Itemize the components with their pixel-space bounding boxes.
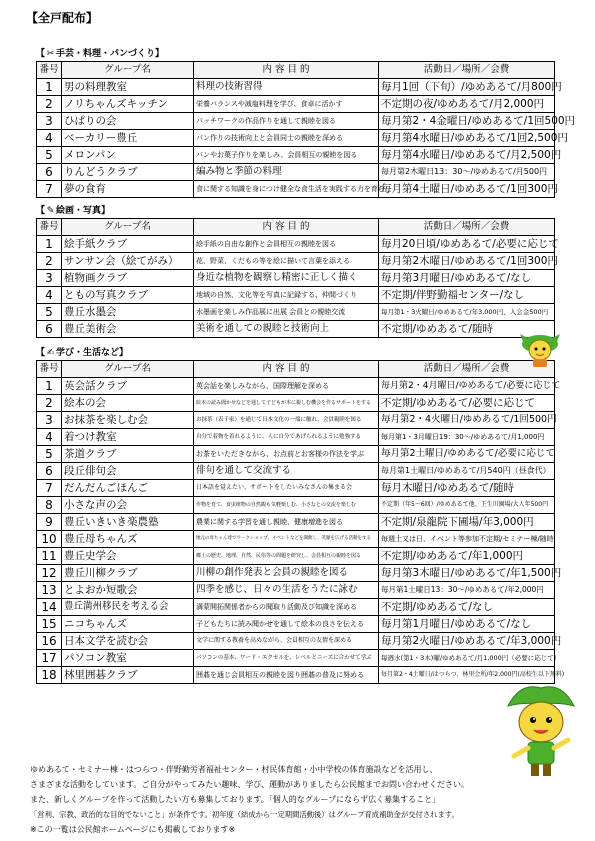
- row-number: 1: [37, 378, 62, 395]
- table-row: [37, 253, 555, 270]
- row-number: 10: [37, 531, 62, 548]
- group-schedule: 不定期/伴野勤福センター/なし: [379, 287, 555, 304]
- group-purpose: 作物を育て、食虫植物の自然観も気軽楽しむ、小さなとの交流を楽しむ: [194, 497, 379, 514]
- group-schedule: 毎月第3月曜日/ゆめあるて/なし: [379, 270, 555, 287]
- group-purpose: 子どもたちに読み聞かせを通して絵本の良さを伝える: [194, 616, 379, 633]
- table-row: [37, 236, 555, 253]
- group-name: 日本文学を読む会: [62, 633, 194, 650]
- row-number: 7: [37, 181, 62, 198]
- table-row: [37, 270, 555, 287]
- table-row: [37, 633, 555, 650]
- group-purpose: 編み物と季節の料理: [194, 164, 379, 181]
- row-number: 1: [37, 79, 62, 96]
- row-number: 1: [37, 236, 62, 253]
- header-no: 番号: [37, 62, 62, 79]
- group-name: メロンパン: [62, 147, 194, 164]
- table-header-row: [37, 219, 555, 236]
- header-no: 番号: [37, 219, 62, 236]
- table-row: [37, 113, 555, 130]
- table-row: [37, 412, 555, 429]
- group-purpose: パンやお菓子作りを楽しみ、会員相互の親睦を図る: [194, 147, 379, 164]
- group-name: 英会話クラブ: [62, 378, 194, 395]
- group-purpose: 美術を通しての親睦と技術向上: [194, 321, 379, 338]
- table-row: [37, 429, 555, 446]
- header-schedule: 活動日／場所／会費: [379, 62, 555, 79]
- group-name: 豊丘母ちゃんズ: [62, 531, 194, 548]
- section-handicraft: [36, 48, 576, 198]
- group-name: 小さな声の会: [62, 497, 194, 514]
- group-name: 絵本の会: [62, 395, 194, 412]
- group-schedule: 不定期/ゆめあるて/必要に応じて: [379, 395, 555, 412]
- row-number: 6: [37, 463, 62, 480]
- group-purpose: パッチワークの作品作りを通して親睦を図る: [194, 113, 379, 130]
- row-number: 4: [37, 429, 62, 446]
- group-table: [36, 360, 565, 684]
- group-name: お抹茶を楽しむ会: [62, 412, 194, 429]
- group-name: 絵手紙クラブ: [62, 236, 194, 253]
- row-number: 4: [37, 130, 62, 147]
- row-number: 2: [37, 395, 62, 412]
- group-purpose: 農業に関する学習を通し親睦、健康増進を図る: [194, 514, 379, 531]
- group-schedule: 不定期/ゆめあるて/随時: [379, 321, 555, 338]
- group-schedule: 毎月第2・4金曜日/ゆめあるて/1回500円: [379, 113, 555, 130]
- table-row: [37, 616, 555, 633]
- table-row: [37, 96, 555, 113]
- group-schedule: 不定期（年5～6回）/ゆめあるて他、王生川園場/大人年500円: [379, 497, 555, 514]
- section-art-photo: [36, 205, 559, 338]
- group-schedule: 毎月第1・3火曜日/ゆめあるて/年3,000円、入会金500円: [379, 304, 555, 321]
- group-purpose: 地元の母ちゃん達でワークショップ、イベントなどを開催し、笑顔を広げる活動をする: [194, 531, 379, 548]
- group-purpose: 絵本の読み聞かせなどを通して子どもが本に親しむ機会を作るサポートをする: [194, 395, 379, 412]
- group-name: だんだんごほんご: [62, 480, 194, 497]
- group-name: 豊丘いきいき楽農塾: [62, 514, 194, 531]
- group-schedule: 毎月第2火曜日/ゆめあるて/年3,000円: [379, 633, 555, 650]
- row-number: 12: [37, 565, 62, 582]
- table-row: [37, 463, 555, 480]
- group-schedule: 不定期/ゆめあるて/年1,000円: [379, 548, 555, 565]
- group-purpose: 川柳の創作発表と会員の親睦を図る: [194, 565, 379, 582]
- group-schedule: 毎月第4水曜日/ゆめあるて/月2,500円: [379, 147, 555, 164]
- group-schedule: 毎月第2木曜日13：30～/ゆめあるて/月500円: [379, 164, 555, 181]
- table-row: [37, 667, 555, 684]
- group-schedule: 毎週水(第1・3木)曜/ゆめあるて/月1,000円（必要に応じて）: [379, 650, 555, 667]
- header-purpose: 内 容 目 的: [194, 62, 379, 79]
- table-header-row: [37, 361, 555, 378]
- page-title: 【全戸配布】: [26, 11, 99, 25]
- group-schedule: 毎月第1土曜日13：30～/ゆめあるて/年2,000円: [379, 582, 555, 599]
- group-name: ニコちゃんズ: [62, 616, 194, 633]
- note-line: 「営利、宗教、政治的な目的でないこと」が条件です。初年度（結成から一定期間活動後）はグループ育成補助金が交付されます。: [30, 810, 459, 819]
- table-row: [37, 395, 555, 412]
- group-schedule: 毎月第2・4土曜日/はつらつ、林里会所/年2,000円(高校生以下無料): [379, 667, 555, 684]
- row-number: 2: [37, 253, 62, 270]
- group-schedule: 毎月1回（下旬）/ゆめあるて/月800円: [379, 79, 555, 96]
- header-schedule: 活動日／場所／会費: [379, 219, 555, 236]
- table-row: [37, 480, 555, 497]
- group-purpose: 満蒙開拓関係者からの聞取り活動及び知識を深める: [194, 599, 379, 616]
- group-schedule: 不定期の夜/ゆめあるて/月2,000円: [379, 96, 555, 113]
- table-row: [37, 531, 555, 548]
- group-name: 豊丘満州移民を考える会: [62, 599, 194, 616]
- group-purpose: 自分で着物を着れるように、人に自分であげられるように勉強する: [194, 429, 379, 446]
- mascot-illustration-top: [518, 330, 562, 368]
- group-schedule: 毎月木曜日/ゆめあるて/随時: [379, 480, 555, 497]
- header-purpose: 内 容 目 的: [194, 219, 379, 236]
- group-purpose: 食に関する知識を身につけ健全な食生活を実践する力を育む: [194, 181, 379, 198]
- mascot-illustration-bottom: [500, 680, 582, 780]
- note-line: さまざまな活動をしています。ご自分がやってみたい趣味、学び、運動がありましたら公民館までお問い合わせください。: [30, 780, 470, 789]
- group-schedule: 毎月第2土曜日/ゆめあるて/必要に応じて: [379, 446, 555, 463]
- section-title: 【 ✂ 手芸・料理・パンづくり】: [36, 49, 165, 59]
- row-number: 16: [37, 633, 62, 650]
- table-header-row: [37, 62, 555, 79]
- group-name: 段丘俳句会: [62, 463, 194, 480]
- table-row: [37, 181, 555, 198]
- table-row: [37, 321, 555, 338]
- group-schedule: 毎月第2・4火曜日/ゆめあるて/1回500円: [379, 412, 555, 429]
- group-purpose: 栄養バランスや減塩料理を学び、食卓に活かす: [194, 96, 379, 113]
- group-name: とよおか短歌会: [62, 582, 194, 599]
- row-number: 11: [37, 548, 62, 565]
- table-row: [37, 446, 555, 463]
- group-purpose: 料理の技術習得: [194, 79, 379, 96]
- group-purpose: パソコンの基本、ワード・エクセルを、レベルとニーズに合わせて学ぶ: [194, 650, 379, 667]
- group-purpose: 絵手紙の自由な創作と会員相互の親睦を図る: [194, 236, 379, 253]
- table-row: [37, 164, 555, 181]
- scissors-icon: ✂: [46, 49, 55, 59]
- section-title: 【 ✎ 絵画・写真】: [36, 206, 111, 216]
- group-schedule: 毎月第4水曜日/ゆめあるて/1回2,500円: [379, 130, 555, 147]
- group-name: 着つけ教室: [62, 429, 194, 446]
- group-purpose: お抹茶（表千家）を通じて日本文化の一端に触れ、会員親睦を図る: [194, 412, 379, 429]
- group-name: ノリちゃんズキッチン: [62, 96, 194, 113]
- table-row: [37, 130, 555, 147]
- row-number: 13: [37, 582, 62, 599]
- pencil-icon: ✎: [46, 206, 55, 216]
- table-row: [37, 548, 555, 565]
- group-name: 豊丘水墨会: [62, 304, 194, 321]
- row-number: 8: [37, 497, 62, 514]
- group-purpose: パン作りの技術向上と会員同士の親睦を深める: [194, 130, 379, 147]
- group-purpose: 英会話を楽しみながら、国際理解を深める: [194, 378, 379, 395]
- section-title: 【 ✍ 学び・生活など】: [36, 348, 129, 358]
- group-name: ひぱりの会: [62, 113, 194, 130]
- group-name: 植物画クラブ: [62, 270, 194, 287]
- group-name: 豊丘美術会: [62, 321, 194, 338]
- table-row: [37, 304, 555, 321]
- header-group: グループ名: [62, 219, 194, 236]
- table-row: [37, 378, 555, 395]
- group-purpose: 俳句を通して交流する: [194, 463, 379, 480]
- group-name: 男の料理教室: [62, 79, 194, 96]
- row-number: 15: [37, 616, 62, 633]
- group-table: [36, 218, 559, 338]
- group-name: ベーカリー豊丘: [62, 130, 194, 147]
- table-row: [37, 582, 555, 599]
- notes-block: [30, 762, 500, 837]
- table-row: [37, 565, 555, 582]
- row-number: 5: [37, 446, 62, 463]
- group-purpose: 四季を感じ、日々の生活をうたに詠む: [194, 582, 379, 599]
- row-number: 7: [37, 480, 62, 497]
- group-name: 豊丘史学会: [62, 548, 194, 565]
- group-name: サンサン会（絵てがみ）: [62, 253, 194, 270]
- header-group: グループ名: [62, 62, 194, 79]
- group-name: 茶道クラブ: [62, 446, 194, 463]
- group-purpose: 囲碁を通じ会員相互の親睦を図り囲碁の普及に努める: [194, 667, 379, 684]
- group-table: [36, 61, 576, 198]
- row-number: 3: [37, 270, 62, 287]
- group-schedule: 不定期/ゆめあるて/なし: [379, 599, 555, 616]
- group-purpose: 身近な植物を観察し精密に正しく描く: [194, 270, 379, 287]
- group-purpose: お茶をいただきながら、お点前とお客様の作法を学ぶ: [194, 446, 379, 463]
- table-row: [37, 599, 555, 616]
- group-schedule: 毎月第3木曜日/ゆめあるて/年1,500円: [379, 565, 555, 582]
- group-name: 林里囲碁クラブ: [62, 667, 194, 684]
- row-number: 6: [37, 164, 62, 181]
- table-row: [37, 287, 555, 304]
- table-row: [37, 497, 555, 514]
- group-purpose: 地域の自然、文化等を写真に記録する、仲間づくり: [194, 287, 379, 304]
- row-number: 5: [37, 147, 62, 164]
- group-schedule: 不定期/泉龍院下圃場/年3,000円: [379, 514, 555, 531]
- group-name: 夢の食育: [62, 181, 194, 198]
- header-schedule: 活動日／場所／会費: [379, 361, 555, 378]
- header-purpose: 内 容 目 的: [194, 361, 379, 378]
- note-line: また、新しくグループを作って活動したい方も募集しております。「個人的なグループにならず広く募集すること」: [30, 795, 441, 804]
- row-number: 6: [37, 321, 62, 338]
- table-row: [37, 514, 555, 531]
- group-schedule: 毎月第1月曜日/ゆめあるて/なし: [379, 616, 555, 633]
- row-number: 2: [37, 96, 62, 113]
- row-number: 3: [37, 113, 62, 130]
- note-line: ※この一覧は公民館ホームページにも掲載しております※: [30, 825, 236, 834]
- row-number: 17: [37, 650, 62, 667]
- group-purpose: 水墨画を楽しみ作品展に出展 会員との親睦交流: [194, 304, 379, 321]
- group-schedule: 毎月第2・4月曜日/ゆめあるて/必要に応じて: [379, 378, 555, 395]
- row-number: 4: [37, 287, 62, 304]
- group-purpose: 文学に関する教養を高めながら、会員相互の友情を深める: [194, 633, 379, 650]
- row-number: 9: [37, 514, 62, 531]
- header-no: 番号: [37, 361, 62, 378]
- note-line: ゆめあるて・セミナー棟・はつらつ・伴野勤労者福祉センター・村民体育館・小中学校の体育施設などを活用し、: [30, 765, 438, 774]
- group-schedule: 毎週土又は日、イベント等参加不定期/セミナー棟/随時: [379, 531, 555, 548]
- group-schedule: 毎月第4土曜日/ゆめあるて/1回300円: [379, 181, 555, 198]
- group-schedule: 毎月20日頃/ゆめあるて/必要に応じて: [379, 236, 555, 253]
- group-purpose: 花、野菜、くだもの等を絵に描いて言葉を添える: [194, 253, 379, 270]
- group-name: パソコン教室: [62, 650, 194, 667]
- section-learning-life: [36, 347, 565, 684]
- group-name: りんどうクラブ: [62, 164, 194, 181]
- group-schedule: 毎月第2木曜日/ゆめあるて/1回300円: [379, 253, 555, 270]
- row-number: 14: [37, 599, 62, 616]
- row-number: 5: [37, 304, 62, 321]
- row-number: 18: [37, 667, 62, 684]
- table-row: [37, 147, 555, 164]
- header-group: グループ名: [62, 361, 194, 378]
- group-name: 豊丘川柳クラブ: [62, 565, 194, 582]
- table-row: [37, 79, 555, 96]
- writing-hand-icon: ✍: [46, 348, 55, 358]
- row-number: 3: [37, 412, 62, 429]
- group-purpose: 日本語を覚えたい、サポートをしたいみなさんの集まる会: [194, 480, 379, 497]
- group-schedule: 毎月第1・3月曜日19：30～/ゆめあるて/月1,000円: [379, 429, 555, 446]
- group-schedule: 毎月第1土曜日/ゆめあるて/月540円（昼食代）: [379, 463, 555, 480]
- group-name: ともの写真クラブ: [62, 287, 194, 304]
- group-purpose: 郷土の歴史、地理、自然、民俗等の問題を研究し、会員相互の親睦を図る: [194, 548, 379, 565]
- table-row: [37, 650, 555, 667]
